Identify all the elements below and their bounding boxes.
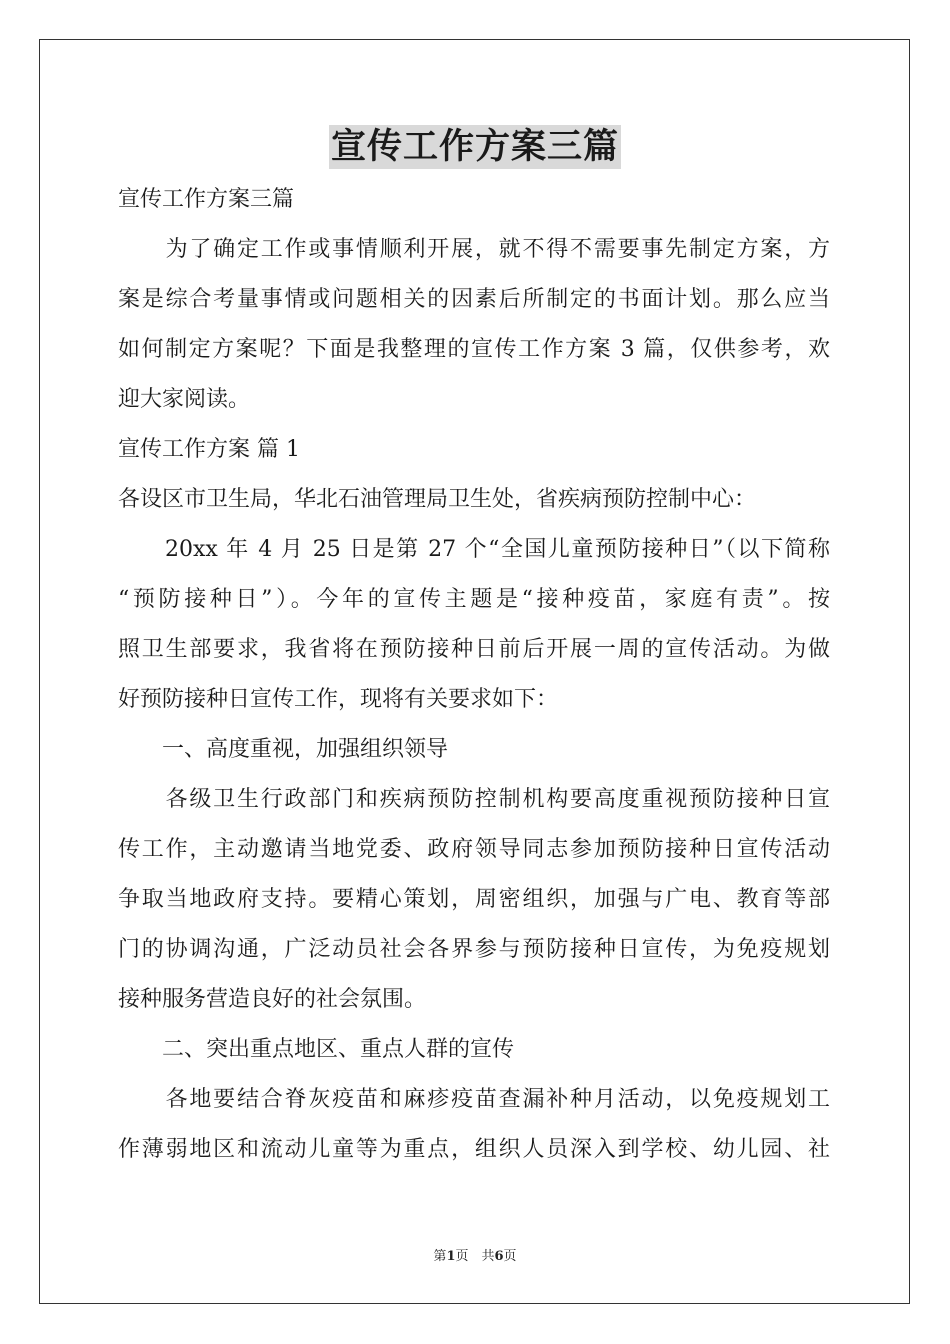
text-line-subtitle: 宣传工作方案三篇 <box>118 187 295 212</box>
footer-page-prefix: 第 <box>433 1249 447 1264</box>
text-line-heading: 一、高度重视，加强组织领导 <box>118 737 449 762</box>
text-line: 好预防接种日宣传工作，现将有关要求如下： <box>118 687 559 712</box>
footer-page-current: 1 <box>446 1249 456 1264</box>
text-line: 案是综合考量事情或问题相关的因素后所制定的书面计划。那么应当 <box>118 287 830 312</box>
text-line: 照卫生部要求，我省将在预防接种日前后开展一周的宣传活动。为做 <box>118 637 830 662</box>
text-line: 20xx 年 4 月 25 日是第 27 个“全国儿童预防接种日”（以下简称 <box>118 537 830 562</box>
text-line-heading: 二、突出重点地区、重点人群的宣传 <box>118 1037 515 1062</box>
title-container <box>0 125 950 169</box>
text-line: 如何制定方案呢？下面是我整理的宣传工作方案 3 篇，仅供参考，欢 <box>118 337 830 362</box>
footer-page-suffix: 页 <box>503 1249 517 1264</box>
page-footer <box>0 1245 950 1264</box>
text-line: 接种服务营造良好的社会氛围。 <box>118 987 427 1012</box>
text-line: 各级卫生行政部门和疾病预防控制机构要高度重视预防接种日宣 <box>118 787 830 812</box>
text-line: 作薄弱地区和流动儿童等为重点，组织人员深入到学校、幼儿园、社 <box>118 1137 830 1162</box>
text-line: “预防接种日”）。今年的宣传主题是“接种疫苗，家庭有责”。按 <box>118 587 830 612</box>
text-line: 门的协调沟通，广泛动员社会各界参与预防接种日宣传，为免疫规划 <box>118 937 830 962</box>
text-line: 各设区市卫生局，华北石油管理局卫生处，省疾病预防控制中心： <box>118 487 757 512</box>
text-line: 争取当地政府支持。要精心策划，周密组织，加强与广电、教育等部 <box>118 887 830 912</box>
footer-page-total: 6 <box>494 1249 504 1264</box>
text-line: 为了确定工作或事情顺利开展，就不得不需要事先制定方案，方 <box>118 237 830 262</box>
document-title: 宣传工作方案三篇 <box>330 126 619 167</box>
footer-page-mid: 页 共 <box>455 1249 495 1264</box>
text-line: 迎大家阅读。 <box>118 387 251 412</box>
text-line: 各地要结合脊灰疫苗和麻疹疫苗查漏补种月活动，以免疫规划工 <box>118 1087 830 1112</box>
text-line-heading: 宣传工作方案 篇 1 <box>118 437 300 462</box>
text-line: 传工作，主动邀请当地党委、政府领导同志参加预防接种日宣传活动 <box>118 837 830 862</box>
